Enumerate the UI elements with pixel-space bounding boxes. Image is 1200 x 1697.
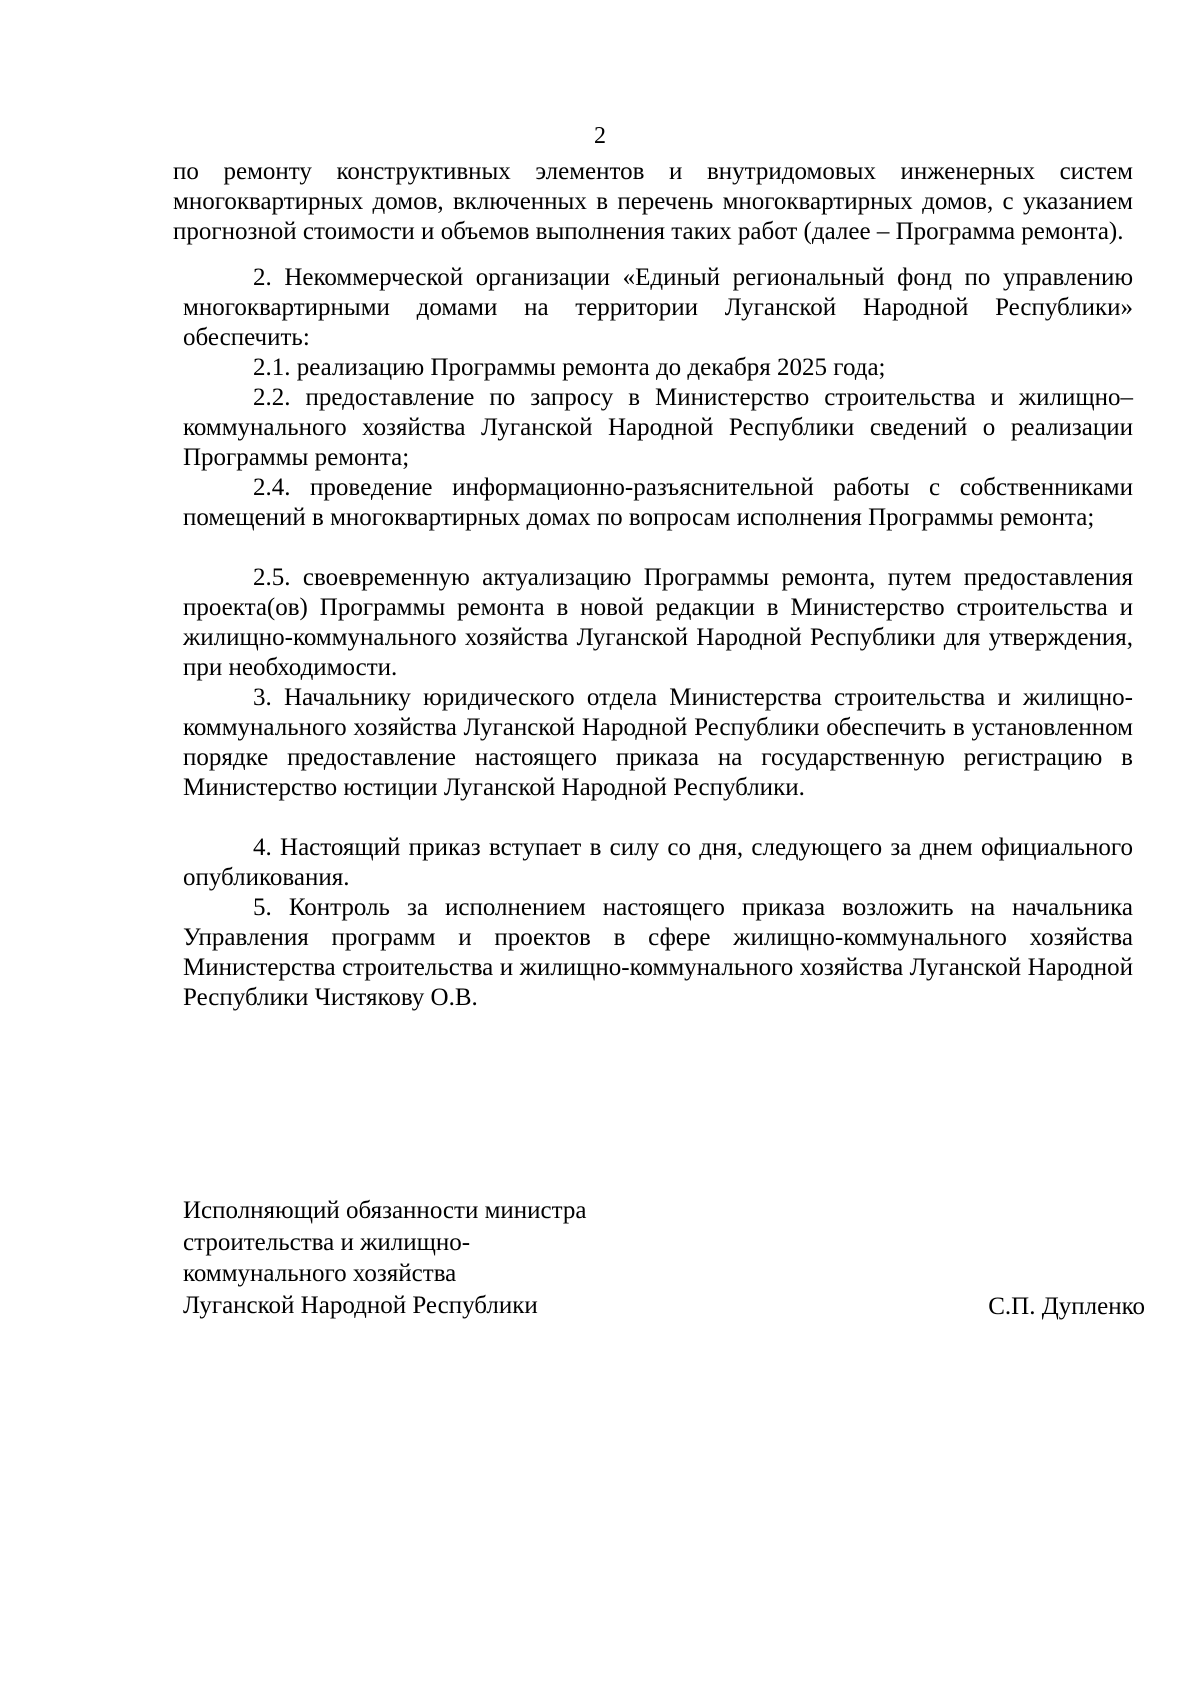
paragraph-2: 2. Некоммерческой организации «Единый региональный фонд по управлению многоквартирными домами на территории Луганской Народной Республики» обеспечить:: [183, 264, 1133, 351]
paragraph-2-4: 2.4. проведение информационно-разъяснительной работы с собственниками помещений в многоквартирных домах по вопросам исполнения Программы ремонта;: [183, 474, 1133, 531]
paragraph-2-5: 2.5. своевременную актуализацию Программы ремонта, путем предоставления проекта(ов) Программы ремонта в новой редакции в Министерство строительства и жилищно-коммунального хозяйства Луганской Народной Республики для утверждения, при необходимости.: [183, 564, 1133, 681]
paragraph-1-continuation: по ремонту конструктивных элементов и внутридомовых инженерных систем многоквартирных домов, включенных в перечень многоквартирных домов, с указанием прогнозной стоимости и объемов выполнения таких работ (далее – Программа ремонта).: [173, 158, 1133, 245]
signature-title: [183, 1195, 586, 1321]
signature-name: С.П. Дупленко: [988, 1293, 1145, 1320]
paragraph-4: 4. Настоящий приказ вступает в силу со дня, следующего за днем официального опубликования.: [183, 834, 1133, 891]
paragraph-2-2: 2.2. предоставление по запросу в Министерство строительства и жилищно–коммунального хозяйства Луганской Народной Республики сведений о реализации Программы ремонта;: [183, 384, 1133, 471]
signature-title-line: коммунального хозяйства: [183, 1260, 457, 1287]
paragraph-3: 3. Начальнику юридического отдела Министерства строительства и жилищно-коммунального хозяйства Луганской Народной Республики обеспечить в установленном порядке предоставление настоящего приказа на государственную регистрацию в Министерство юстиции Луганской Народной Республики.: [183, 684, 1133, 801]
signature-title-line: Луганской Народной Республики: [183, 1291, 538, 1319]
page-number: 2: [594, 123, 606, 149]
paragraph-2-1: 2.1. реализацию Программы ремонта до декабря 2025 года;: [253, 354, 886, 381]
signature-title-line: строительства и жилищно-: [183, 1228, 471, 1256]
paragraph-5: 5. Контроль за исполнением настоящего приказа возложить на начальника Управления программ и проектов в сфере жилищно-коммунального хозяйства Министерства строительства и жилищно-коммунального хозяйства Луганской Народной Республики Чистякову О.В.: [183, 894, 1133, 1011]
signature-title-line: Исполняющий обязанности министра: [183, 1197, 587, 1224]
